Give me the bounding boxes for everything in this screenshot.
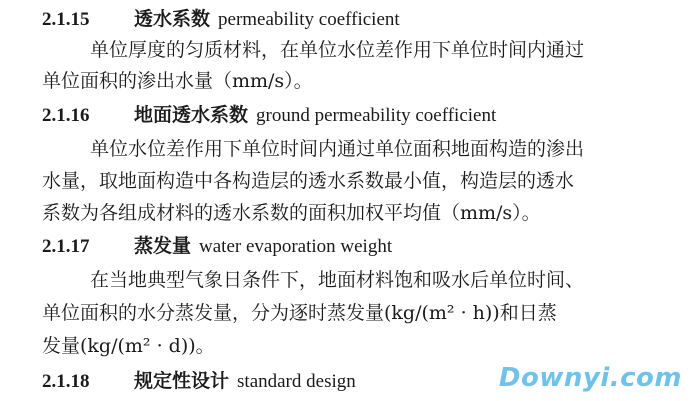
term-heading <box>42 4 400 34</box>
term-number: 2.1.15 <box>42 9 90 30</box>
definition-line: 单位水位差作用下单位时间内通过单位面积地面构造的渗出 <box>90 138 585 160</box>
term-chinese: 蒸发量 <box>134 235 192 257</box>
term-number: 2.1.17 <box>42 236 90 257</box>
term-chinese: 地面透水系数 <box>134 104 249 126</box>
term-english: permeability coefficient <box>218 9 400 30</box>
term-chinese: 透水系数 <box>134 8 211 30</box>
term-english: standard design <box>237 371 356 392</box>
term-heading <box>42 100 496 130</box>
term-heading <box>42 366 356 396</box>
definition-line: 发量(kg/(m² · d))。 <box>42 335 215 357</box>
term-english: ground permeability coefficient <box>256 105 497 126</box>
definition-line: 单位面积的水分蒸发量，分为逐时蒸发量(kg/(m² · h))和日蒸 <box>42 302 557 324</box>
definition-line: 水量，取地面构造中各构造层的透水系数最小值，构造层的透水 <box>42 170 575 192</box>
term-heading <box>42 231 392 261</box>
watermark-logo: Downyi.com <box>498 363 682 393</box>
term-chinese: 规定性设计 <box>134 370 230 392</box>
term-number: 2.1.18 <box>42 371 90 392</box>
definition-line: 单位厚度的匀质材料，在单位水位差作用下单位时间内通过 <box>90 39 585 61</box>
definition-line: 在当地典型气象日条件下，地面材料饱和吸水后单位时间、 <box>90 269 585 291</box>
definition-line: 单位面积的渗出水量（mm/s）。 <box>42 70 313 92</box>
term-number: 2.1.16 <box>42 105 90 126</box>
definition-line: 系数为各组成材料的透水系数的面积加权平均值（mm/s）。 <box>42 202 541 224</box>
term-english: water evaporation weight <box>199 236 393 257</box>
